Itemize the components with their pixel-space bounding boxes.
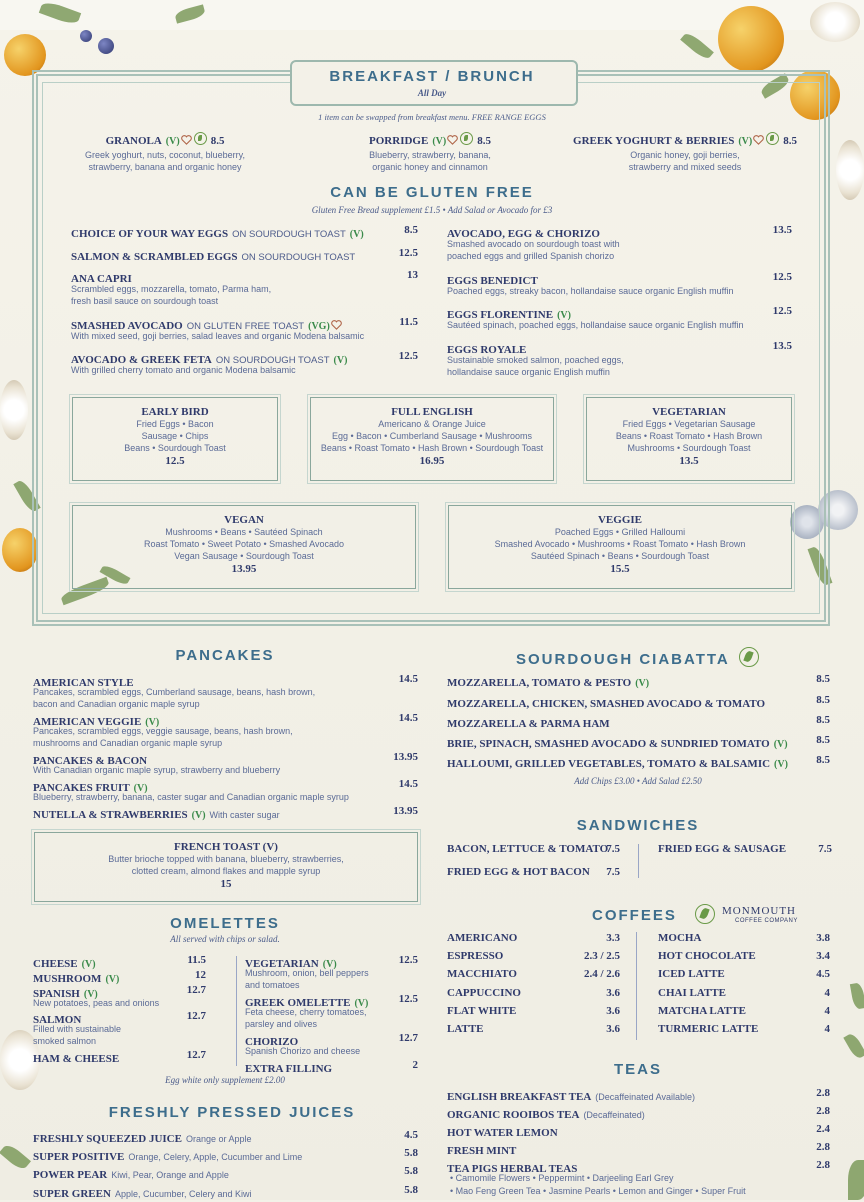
omelette-name: SPANISH (33, 988, 80, 1000)
set-breakfast-price: 15.5 (610, 563, 630, 575)
monmouth-brand-sub: COFFEE COMPANY (735, 918, 798, 924)
ciabatta-name-line (447, 673, 787, 691)
leaf-decoration (843, 1032, 864, 1061)
pancake-name: AMERICAN VEGGIE (33, 716, 142, 728)
flower-decoration (810, 2, 860, 42)
gf-item-name: AVOCADO, EGG & CHORIZO (447, 228, 600, 240)
tea-name: ORGANIC ROOIBOS TEA (447, 1109, 580, 1121)
pancake-price: 14.5 (398, 673, 418, 685)
vegetarian-tag: (V) (165, 136, 180, 147)
vegetarian-tag: (V) (432, 136, 447, 147)
set-breakfast-line: Fried Eggs • Bacon (136, 419, 214, 429)
tea-name: TEA PIGS HERBAL TEAS (447, 1163, 578, 1175)
omelette-price: 12.5 (398, 954, 418, 966)
breakfast-note: 1 item can be swapped from breakfast menu. FREE RANGE EGGS (318, 112, 546, 122)
pancake-name-line (33, 805, 373, 823)
set-breakfast-line: Beans • Sourdough Toast (124, 443, 226, 453)
top-item-name-line (570, 131, 800, 149)
gf-item-desc: fresh basil sauce on sourdough toast (71, 296, 219, 306)
sandwich-price: 7.5 (606, 843, 620, 855)
gf-item-name: AVOCADO & GREEK FETA (71, 354, 212, 366)
sandwich-name: FRIED EGG & HOT BACON (447, 866, 590, 878)
gf-item-price: 12.5 (772, 305, 792, 317)
gf-item-price: 13 (407, 269, 418, 281)
leaf-decoration (850, 982, 864, 1010)
gf-item-desc: Sustainable smoked salmon, poached eggs, (447, 355, 624, 365)
set-breakfast-title: VEGETARIAN (652, 406, 726, 418)
gf-item-desc: Scrambled eggs, mozzarella, tomato, Parma ham, (71, 284, 272, 294)
leaf-decoration (0, 1142, 31, 1172)
gf-item-desc: Sautéed spinach, poached eggs, hollandaise sauce organic English muffin (447, 320, 744, 330)
omelette-name-line (33, 1049, 119, 1067)
coffee-price: 2.4 / 2.6 (583, 968, 620, 980)
pancake-desc: Pancakes, scrambled eggs, Cumberland sausage, beans, hash brown, (33, 687, 316, 697)
vegetarian-tag: (VG) (308, 321, 330, 332)
top-item (570, 131, 800, 173)
leaf-decoration (680, 30, 714, 61)
sandwich-name: BACON, LETTUCE & TOMATO (447, 843, 609, 855)
sandwich-name: FRIED EGG & SAUSAGE (658, 843, 787, 855)
sandwiches-title: SANDWICHES (576, 817, 700, 834)
coffee-price: 3.6 (606, 987, 620, 999)
tea-name: ENGLISH BREAKFAST TEA (447, 1091, 592, 1103)
heart-icon (331, 317, 342, 327)
omelette-desc: parsley and olives (245, 1019, 318, 1029)
tea-name: FRESH MINT (447, 1145, 517, 1157)
pancake-desc: bacon and Canadian organic maple syrup (33, 699, 200, 709)
ciabatta-price: 8.5 (816, 694, 830, 706)
ciabatta-name: MOZZARELLA, CHICKEN, SMASHED AVOCADO & TOMATO (447, 698, 766, 710)
gf-item-name: SALMON & SCRAMBLED EGGS (71, 251, 238, 263)
ciabatta-name: MOZZARELLA & PARMA HAM (447, 718, 610, 730)
ciabatta-price: 8.5 (816, 754, 830, 766)
set-breakfast-line: Beans • Roast Tomato • Hash Brown (615, 431, 763, 441)
set-breakfast-box (448, 505, 792, 589)
set-breakfast-line: Egg • Bacon • Cumberland Sausage • Mushrooms (331, 431, 533, 441)
pancake-name: NUTELLA & STRAWBERRIES (33, 809, 188, 821)
omelette-name: MUSHROOM (33, 973, 102, 985)
juice-desc: Orange or Apple (185, 1134, 252, 1144)
set-breakfast-line: Americano & Orange Juice (378, 419, 486, 429)
coffee-name: ICED LATTE (658, 968, 725, 980)
juice-name-line (33, 1165, 229, 1183)
coffee-name: FLAT WHITE (447, 1005, 517, 1017)
omelette-price: 11.5 (187, 954, 206, 966)
gf-item-sub: ON SOURDOUGH TOAST (232, 229, 346, 240)
top-item-name: GRANOLA (105, 135, 162, 147)
pancake-desc: mushrooms and Canadian organic maple syrup (33, 738, 223, 748)
coffee-price: 3.4 (816, 950, 830, 962)
coffee-name: AMERICANO (447, 932, 518, 944)
coffee-name: MACCHIATO (447, 968, 517, 980)
herbal-teas-line-1: • Camomile Flowers • Peppermint • Darjeeling Earl Grey (450, 1173, 674, 1183)
top-item-price: 8.5 (783, 135, 797, 147)
gluten-free-title: CAN BE GLUTEN FREE (330, 184, 534, 201)
omelette-desc: Mushroom, onion, bell peppers (245, 968, 369, 978)
tea-desc: (Decaffeinated) (583, 1110, 645, 1120)
omelette-desc: Filled with sustainable (33, 1024, 122, 1034)
monmouth-brand: MONMOUTH (722, 905, 796, 917)
omelettes-footnote: Egg white only supplement £2.00 (165, 1075, 285, 1085)
top-item-desc: Blueberry, strawberry, banana, (369, 150, 491, 160)
gf-item-price: 13.5 (772, 224, 792, 236)
juice-name: SUPER GREEN (33, 1188, 111, 1200)
gf-item-desc: With mixed seed, goji berries, salad leaves and organic Modena balsamic (71, 331, 365, 341)
vegan-leaf-icon (739, 647, 759, 667)
vegetarian-tag: (V) (81, 959, 96, 970)
set-breakfast-price: 13.95 (231, 563, 257, 575)
french-toast-price: 15 (220, 878, 232, 890)
omelette-name: CHORIZO (245, 1036, 299, 1048)
top-item-price: 8.5 (477, 135, 491, 147)
omelette-desc: Spanish Chorizo and cheese (245, 1046, 361, 1056)
juice-price: 5.8 (404, 1184, 418, 1196)
juice-name: POWER PEAR (33, 1169, 108, 1181)
gf-item-price: 12.5 (398, 247, 418, 259)
tea-name-line (447, 1105, 645, 1123)
ciabatta-price: 8.5 (816, 714, 830, 726)
top-item (60, 131, 270, 173)
flower-decoration (836, 140, 864, 200)
juice-name-line (33, 1129, 252, 1147)
ciabatta-name-line (447, 694, 787, 712)
leaf-decoration (848, 1160, 864, 1200)
tea-price: 2.8 (816, 1087, 830, 1099)
vegetarian-tag: (V) (635, 678, 650, 689)
set-breakfast-line: Poached Eggs • Grilled Halloumi (554, 527, 686, 537)
top-item-name-line (330, 131, 530, 149)
omelette-name: HAM & CHEESE (33, 1053, 120, 1065)
pancake-price: 13.95 (393, 751, 418, 763)
sandwich-price: 7.5 (818, 843, 832, 855)
ciabatta-name: MOZZARELLA, TOMATO & PESTO (447, 677, 632, 689)
heart-icon (753, 132, 764, 142)
gf-item-name: EGGS BENEDICT (447, 275, 538, 287)
top-item-desc: strawberry and mixed seeds (628, 162, 742, 172)
set-breakfast-line: Mushrooms • Sourdough Toast (627, 443, 751, 453)
coffees-divider (636, 932, 637, 1040)
tea-name-line (447, 1087, 695, 1105)
gf-item-name: EGGS FLORENTINE (447, 309, 554, 321)
coffee-name: CAPPUCCINO (447, 987, 521, 999)
gf-item-price: 13.5 (772, 340, 792, 352)
tea-price: 2.8 (816, 1105, 830, 1117)
omelette-price: 12.7 (186, 1010, 206, 1022)
pancake-price: 14.5 (398, 778, 418, 790)
omelette-price: 12.7 (186, 1049, 206, 1061)
juices-title: FRESHLY PRESSED JUICES (108, 1104, 356, 1121)
juice-price: 4.5 (404, 1129, 418, 1141)
set-breakfast-line: Beans • Roast Tomato • Hash Brown • Sourdough Toast (320, 443, 544, 453)
sandwich-divider (638, 844, 639, 878)
coffee-name: MOCHA (658, 932, 702, 944)
french-toast-desc-1: Butter brioche topped with banana, blueberry, strawberries, (108, 854, 344, 864)
set-breakfast-line: Sautéed Spinach • Beans • Sourdough Toast (530, 551, 710, 561)
set-breakfast-box (310, 397, 554, 481)
french-toast-title: FRENCH TOAST (V) (174, 841, 278, 853)
french-toast-box (34, 832, 418, 902)
coffee-price: 3.3 (606, 932, 620, 944)
set-breakfast-price: 12.5 (165, 455, 185, 467)
ciabatta-name: BRIE, SPINACH, SMASHED AVOCADO & SUNDRIED TOMATO (447, 738, 770, 750)
ciabatta-price: 8.5 (816, 673, 830, 685)
pancake-price: 13.95 (393, 805, 418, 817)
vegetarian-tag: (V) (774, 759, 788, 770)
omelette-price: 12.7 (398, 1032, 418, 1044)
coffee-price: 2.3 / 2.5 (583, 950, 620, 962)
vegetarian-tag: (V) (145, 717, 160, 728)
set-breakfast-line: Fried Eggs • Vegetarian Sausage (622, 419, 756, 429)
breakfast-title: BREAKFAST / BRUNCH (329, 68, 535, 85)
coffee-name: ESPRESSO (447, 950, 504, 962)
french-toast-desc-2: clotted cream, almond flakes and mapple syrup (131, 866, 321, 876)
gf-item-price: 11.5 (399, 316, 418, 328)
pancake-desc: Pancakes, scrambled eggs, veggie sausage, beans, hash brown, (33, 726, 293, 736)
gf-item-sub: ON GLUTEN FREE TOAST (186, 321, 305, 332)
juice-name: SUPER POSITIVE (33, 1151, 125, 1163)
monmouth-leaf-icon (695, 904, 715, 924)
tea-price: 2.4 (816, 1123, 830, 1135)
vegetarian-tag: (V) (354, 998, 369, 1009)
gf-item-name: ANA CAPRI (71, 273, 132, 285)
vegetarian-tag: (V) (349, 229, 364, 240)
omelette-name: CHEESE (33, 958, 78, 970)
gf-item-price: 12.5 (772, 271, 792, 283)
coffee-price: 4.5 (816, 968, 830, 980)
omelette-price: 12.7 (186, 984, 206, 996)
gf-item-name-line (71, 224, 391, 242)
vegan-leaf-icon (194, 132, 207, 145)
omelette-price: 2 (412, 1059, 418, 1071)
tea-desc: (Decaffeinated Available) (595, 1092, 696, 1102)
omelette-name: EXTRA FILLING (245, 1063, 333, 1075)
vegetarian-tag: (V) (322, 959, 337, 970)
set-breakfast-title: VEGGIE (597, 514, 642, 526)
vegetarian-tag: (V) (773, 739, 788, 750)
ciabatta-note: Add Chips £3.00 • Add Salad £2.50 (574, 776, 702, 786)
omelette-desc: Feta cheese, cherry tomatoes, (245, 1007, 367, 1017)
juice-name-line (33, 1147, 302, 1165)
vegetarian-tag: (V) (557, 310, 571, 321)
vegetarian-tag: (V) (105, 974, 120, 985)
juice-price: 5.8 (404, 1165, 418, 1177)
teas-title: TEAS (613, 1061, 662, 1078)
omelette-name: VEGETARIAN (245, 958, 319, 970)
omelettes-title: OMELETTES (170, 915, 280, 932)
omelette-name: GREEK OMELETTE (245, 997, 351, 1009)
top-item-name-line (60, 131, 270, 149)
gf-item-desc: hollandaise sauce organic English muffin (447, 367, 610, 377)
gf-item-name: SMASHED AVOCADO (71, 320, 183, 332)
set-breakfast-title: VEGAN (224, 514, 264, 526)
top-item-desc: organic honey and cinnamon (372, 162, 488, 172)
set-breakfast-box (586, 397, 792, 481)
coffee-price: 3.6 (606, 1005, 620, 1017)
set-breakfast-box (72, 505, 416, 589)
pancake-desc: With Canadian organic maple syrup, strawberry and blueberry (33, 765, 281, 775)
coffee-price: 3.6 (606, 1023, 620, 1035)
sandwich-price: 7.5 (606, 866, 620, 878)
ciabatta-name-line (447, 734, 787, 752)
heart-icon (447, 132, 458, 142)
juice-name-line (33, 1184, 252, 1202)
ciabatta-title (516, 647, 796, 668)
ciabatta-title-text: SOURDOUGH CIABATTA (516, 651, 730, 668)
coffee-name: CHAI LATTE (658, 987, 726, 999)
top-item-name: GREEK YOGHURT & BERRIES (573, 135, 735, 147)
vegetarian-tag: (V) (83, 989, 98, 1000)
gf-item-sub: ON SOURDOUGH TOAST (241, 252, 356, 263)
coffee-price: 3.8 (816, 932, 830, 944)
tea-name-line (447, 1141, 516, 1159)
vegetarian-tag: (V) (133, 783, 148, 794)
omelette-desc: New potatoes, peas and onions (33, 998, 160, 1008)
juice-price: 5.8 (404, 1147, 418, 1159)
tea-name-line (447, 1123, 558, 1141)
herbal-teas-line-2: • Mao Feng Green Tea • Jasmine Pearls • Lemon and Ginger • Super Fruit (450, 1186, 746, 1196)
gf-item-desc: Poached eggs, streaky bacon, hollandaise sauce organic English muffin (447, 286, 734, 296)
coffee-name: HOT CHOCOLATE (658, 950, 756, 962)
blueberry-decoration (98, 38, 114, 54)
breakfast-subtitle: All Day (417, 88, 447, 98)
flower-decoration (0, 380, 28, 440)
gluten-free-note: Gluten Free Bread supplement £1.5 • Add Salad or Avocado for £3 (311, 205, 553, 215)
pancake-price: 14.5 (398, 712, 418, 724)
blueberry-decoration (80, 30, 92, 42)
set-breakfast-price: 13.5 (679, 455, 699, 467)
pancake-name: PANCAKES FRUIT (33, 782, 130, 794)
ciabatta-name: HALLOUMI, GRILLED VEGETABLES, TOMATO & BALSAMIC (447, 758, 771, 770)
top-item-desc: Organic honey, goji berries, (630, 150, 740, 160)
vegetarian-tag: (V) (333, 355, 348, 366)
gf-item-price: 8.5 (404, 224, 418, 236)
juice-name: FRESHLY SQUEEZED JUICE (33, 1133, 182, 1145)
set-breakfast-line: Roast Tomato • Sweet Potato • Smashed Avocado (143, 539, 345, 549)
gf-item-name-line (71, 247, 391, 265)
gf-item-sub: ON SOURDOUGH TOAST (215, 355, 330, 366)
coffee-name: TURMERIC LATTE (658, 1023, 759, 1035)
gf-item-desc: Smashed avocado on sourdough toast with (447, 239, 620, 249)
omelette-desc: and tomatoes (245, 980, 300, 990)
omelettes-note: All served with chips or salad. (170, 934, 280, 944)
top-item-desc: Greek yoghurt, nuts, coconut, blueberry, (85, 150, 245, 160)
ciabatta-name-line (447, 754, 787, 772)
juice-desc: Kiwi, Pear, Orange and Apple (111, 1170, 229, 1180)
set-breakfast-price: 16.95 (419, 455, 445, 467)
coffee-price: 4 (824, 1005, 830, 1017)
orange-fruit-decoration (718, 6, 784, 72)
vegetarian-tag: (V) (191, 810, 206, 821)
coffees-title: COFFEES (592, 907, 677, 924)
pancake-name: AMERICAN STYLE (33, 677, 134, 689)
juice-desc: Orange, Celery, Apple, Cucumber and Lime (128, 1152, 303, 1162)
gf-item-name: CHOICE OF YOUR WAY EGGS (71, 228, 229, 240)
set-breakfast-line: Vegan Sausage • Sourdough Toast (174, 551, 314, 561)
pancake-desc: With caster sugar (209, 810, 280, 820)
gf-item-price: 12.5 (398, 350, 418, 362)
set-breakfast-title: EARLY BIRD (141, 406, 209, 418)
top-item-price: 8.5 (210, 135, 225, 147)
vegan-leaf-icon (766, 132, 779, 145)
set-breakfast-line: Smashed Avocado • Mushrooms • Roast Tomato • Hash Brown (494, 539, 746, 549)
juice-desc: Apple, Cucumber, Celery and Kiwi (114, 1189, 252, 1199)
vegan-leaf-icon (460, 132, 473, 145)
pancakes-title: PANCAKES (175, 647, 275, 664)
set-breakfast-box (72, 397, 278, 481)
coffee-price: 4 (824, 987, 830, 999)
gf-item-desc: With grilled cherry tomato and organic Modena balsamic (71, 365, 296, 375)
gf-item-desc: poached eggs and grilled Spanish chorizo (447, 251, 615, 261)
heart-icon (181, 132, 192, 142)
tea-price: 2.8 (816, 1159, 830, 1171)
vegetarian-tag: (V) (738, 136, 753, 147)
set-breakfast-line: Sausage • Chips (141, 431, 209, 441)
omelette-name: SALMON (33, 1014, 82, 1026)
top-item-desc: strawberry, banana and organic honey (88, 162, 242, 172)
top-item-name: PORRIDGE (369, 135, 429, 147)
coffee-name: MATCHA LATTE (658, 1005, 746, 1017)
tea-price: 2.8 (816, 1141, 830, 1153)
tea-name: HOT WATER LEMON (447, 1127, 558, 1139)
coffee-price: 4 (824, 1023, 830, 1035)
set-breakfast-line: Mushrooms • Beans • Sautéed Spinach (165, 527, 323, 537)
omelette-price: 12 (195, 969, 206, 981)
omelette-price: 12.5 (398, 993, 418, 1005)
ciabatta-name-line (447, 714, 787, 732)
omelette-desc: smoked salmon (33, 1036, 97, 1046)
top-item (330, 131, 530, 173)
coffee-name: LATTE (447, 1023, 484, 1035)
omelettes-divider (236, 956, 237, 1066)
pancake-desc: Blueberry, strawberry, banana, caster sugar and Canadian organic maple syrup (33, 792, 349, 802)
pancake-name: PANCAKES & BACON (33, 755, 148, 767)
set-breakfast-title: FULL ENGLISH (391, 406, 473, 418)
gf-item-name: EGGS ROYALE (447, 344, 527, 356)
ciabatta-price: 8.5 (816, 734, 830, 746)
